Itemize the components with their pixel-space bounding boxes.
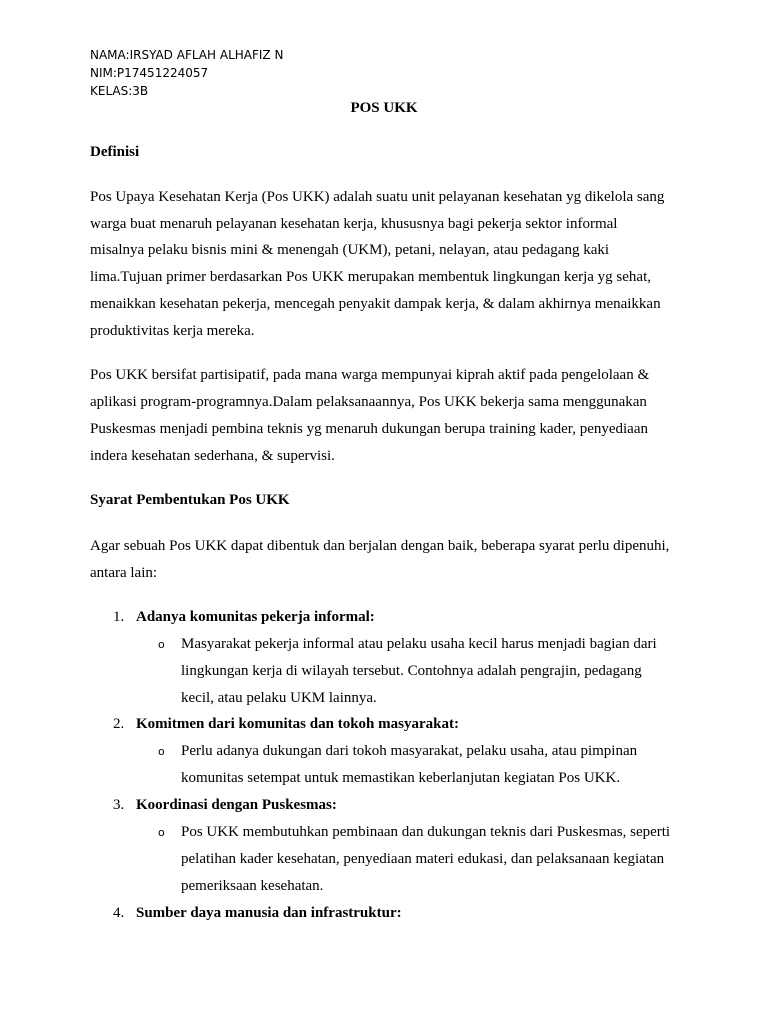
paragraph-line: indera kesehatan sederhana, & supervisi.	[90, 448, 335, 464]
bullet-icon: o	[158, 745, 165, 758]
list-item-text: komunitas setempat untuk memastikan keberlanjutan kegiatan Pos UKK.	[181, 770, 621, 786]
list-item-title: Sumber daya manusia dan infrastruktur:	[136, 905, 402, 921]
paragraph-line: misalnya pelaku bisnis mini & menengah (UKM), petani, nelayan, atau pedagang kaki	[90, 242, 610, 258]
paragraph-line: lima.Tujuan primer berdasarkan Pos UKK merupakan membentuk lingkungan kerja yg sehat,	[90, 269, 651, 285]
paragraph-line: Agar sebuah Pos UKK dapat dibentuk dan berjalan dengan baik, beberapa syarat perlu dipenuhi,	[90, 538, 670, 554]
list-number: 3.	[113, 797, 125, 813]
list-item-text: kecil, atau pelaku UKM lainnya.	[181, 690, 377, 706]
paragraph-line: antara lain:	[90, 565, 158, 581]
list-item-text: Perlu adanya dukungan dari tokoh masyarakat, pelaku usaha, atau pimpinan	[181, 743, 638, 759]
bullet-icon: o	[158, 638, 165, 651]
paragraph-line: warga buat menaruh pelayanan kesehatan kerja, khususnya bagi pekerja sektor informal	[90, 216, 618, 232]
paragraph-line: aplikasi program-programnya.Dalam pelaksanaannya, Pos UKK bekerja sama menggunakan	[90, 394, 647, 410]
list-item-title: Komitmen dari komunitas dan tokoh masyarakat:	[136, 716, 459, 732]
page-title: POS UKK	[350, 100, 418, 116]
paragraph-line: produktivitas kerja mereka.	[90, 323, 255, 339]
bullet-icon: o	[158, 826, 165, 839]
paragraph-line: Puskesmas menjadi pembina teknis yg menaruh dukungan berupa training kader, penyediaan	[90, 421, 648, 437]
list-item-text: Pos UKK membutuhkan pembinaan dan dukungan teknis dari Puskesmas, seperti	[181, 824, 671, 840]
paragraph-line: Pos UKK bersifat partisipatif, pada mana warga mempunyai kiprah aktif pada pengelolaan &	[90, 367, 650, 383]
section-heading-definisi: Definisi	[90, 144, 140, 160]
section-heading-syarat: Syarat Pembentukan Pos UKK	[90, 492, 290, 508]
student-nim: NIM:P17451224057	[90, 66, 209, 80]
paragraph-line: menaikkan kesehatan pekerja, mencegah penyakit dampak kerja, & dalam akhirnya menaikkan	[90, 296, 661, 312]
list-item-title: Adanya komunitas pekerja informal:	[136, 609, 375, 625]
student-class: KELAS:3B	[90, 84, 149, 98]
list-item-text: lingkungan kerja di wilayah tersebut. Contohnya adalah pengrajin, pedagang	[181, 663, 642, 679]
list-number: 2.	[113, 716, 125, 732]
list-number: 1.	[113, 609, 125, 625]
paragraph-line: Pos Upaya Kesehatan Kerja (Pos UKK) adalah suatu unit pelayanan kesehatan yg dikelola sang	[90, 189, 665, 205]
list-item-text: Masyarakat pekerja informal atau pelaku usaha kecil harus menjadi bagian dari	[181, 636, 657, 652]
student-name: NAMA:IRSYAD AFLAH ALHAFIZ N	[90, 48, 284, 62]
list-item-text: pemeriksaan kesehatan.	[181, 878, 324, 894]
list-number: 4.	[113, 905, 125, 921]
list-item-title: Koordinasi dengan Puskesmas:	[136, 797, 337, 813]
list-item-text: pelatihan kader kesehatan, penyediaan materi edukasi, dan pelaksanaan kegiatan	[181, 851, 665, 867]
